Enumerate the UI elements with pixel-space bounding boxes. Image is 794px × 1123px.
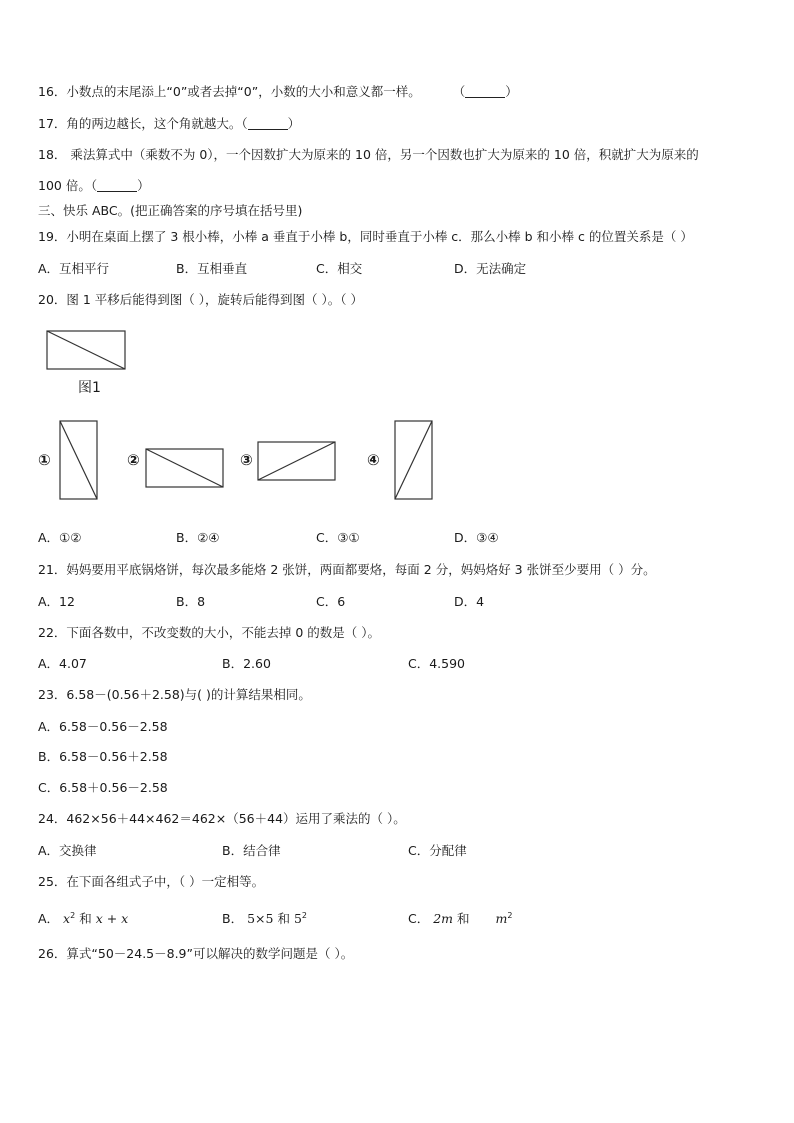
question-16-text: 16．小数点的末尾添上“0”或者去掉“0”，小数的大小和意义都一样。 xyxy=(38,84,421,99)
exponent: 2 xyxy=(507,911,513,920)
option-a[interactable]: A．①② xyxy=(38,530,82,545)
option-b[interactable]: B．2.60 xyxy=(222,656,271,671)
expr-x-plus-x: x + x xyxy=(95,911,129,927)
option-b[interactable]: B．6.58－0.56＋2.58 xyxy=(38,749,168,764)
option-a[interactable]: A．互相平行 xyxy=(38,261,110,276)
question-23-text: 23．6.58－(0.56＋2.58)与( )的计算结果相同。 xyxy=(38,687,311,702)
question-20-text: 20．图 1 平移后能得到图（ ），旋转后能得到图（ ）。（ ） xyxy=(38,292,363,307)
question-25-text: 25．在下面各组式子中，（ ）一定相等。 xyxy=(38,874,265,889)
figure-label-1: ① xyxy=(38,451,51,469)
question-24-text: 24．462×56＋44×462＝462×（56＋44）运用了乘法的（ ）。 xyxy=(38,811,406,826)
option-b[interactable]: B．结合律 xyxy=(222,843,281,858)
figure-1-caption: 图1 xyxy=(78,380,101,396)
option-c[interactable]: C．相交 xyxy=(316,261,363,276)
option-a[interactable]: A．4.07 xyxy=(38,656,87,671)
figure-option-1 xyxy=(59,420,99,500)
question-21-text: 21．妈妈要用平底锅烙饼，每次最多能烙 2 张饼，两面都要烙，每面 2 分，妈妈烙好 3 张饼至少要用（ ）分。 xyxy=(38,562,656,577)
answer-bracket-close: ） xyxy=(137,178,150,193)
option-d[interactable]: D．③④ xyxy=(454,530,499,545)
exponent: 2 xyxy=(301,911,307,920)
question-26-text: 26．算式“50－24.5－8.9”可以解决的数学问题是（ ）。 xyxy=(38,946,354,961)
figure-option-4 xyxy=(394,420,434,500)
question-17-text: 17．角的两边越长，这个角就越大。（ xyxy=(38,116,248,131)
option-c[interactable]: C．分配律 xyxy=(408,843,467,858)
expr-m: m xyxy=(495,911,508,927)
figure-label-4: ④ xyxy=(367,451,380,469)
and-word: 和 xyxy=(79,911,92,927)
option-c[interactable]: C．6.58＋0.56－2.58 xyxy=(38,780,168,795)
option-d[interactable]: D．4 xyxy=(454,594,485,609)
answer-blank[interactable] xyxy=(465,85,505,98)
question-19-text: 19．小明在桌面上摆了 3 根小棒，小棒 a 垂直于小棒 b，同时垂直于小棒 c．那么小棒 b 和小棒 c 的位置关系是（ ） xyxy=(38,229,693,244)
option-a[interactable]: A．12 xyxy=(38,594,75,609)
option-a[interactable]: A．6.58－0.56－2.58 xyxy=(38,719,168,734)
expr-5: 5 xyxy=(293,911,302,927)
option-c[interactable]: C．③① xyxy=(316,530,360,545)
option-d[interactable]: D．无法确定 xyxy=(454,261,527,276)
option-b[interactable]: B．互相垂直 xyxy=(176,261,248,276)
option-a[interactable] xyxy=(38,908,128,927)
option-b[interactable]: B．8 xyxy=(176,594,206,609)
option-a[interactable]: A．交换律 xyxy=(38,843,97,858)
section-title: 三、快乐 ABC。(把正确答案的序号填在括号里) xyxy=(38,203,303,218)
figure-label-3: ③ xyxy=(240,451,253,469)
question-22-text: 22．下面各数中，不改变数的大小，不能去掉 0 的数是（ ）。 xyxy=(38,625,381,640)
expr-5x5: 5×5 xyxy=(247,911,274,927)
option-c-label: C． xyxy=(408,911,430,927)
question-16 xyxy=(38,84,518,100)
and-word: 和 xyxy=(457,911,470,927)
expr-x: x xyxy=(63,911,71,927)
answer-blank[interactable] xyxy=(97,179,137,192)
figure-option-3 xyxy=(257,441,337,482)
and-word: 和 xyxy=(277,911,290,927)
question-18-text: 100 倍。（ xyxy=(38,178,98,193)
expr-2m: 2m xyxy=(433,911,454,927)
option-c[interactable]: C．6 xyxy=(316,594,346,609)
option-b[interactable] xyxy=(222,908,307,927)
figure-1-rectangle xyxy=(46,330,128,372)
question-17 xyxy=(38,116,300,132)
option-b-label: B． xyxy=(222,911,244,927)
option-a-label: A． xyxy=(38,911,60,927)
option-c[interactable] xyxy=(408,908,512,927)
option-c[interactable]: C．4.590 xyxy=(408,656,466,671)
answer-bracket-close: ） xyxy=(505,84,518,99)
figure-label-2: ② xyxy=(127,451,140,469)
question-18-line-2 xyxy=(38,178,150,194)
question-18-line-1: 18． 乘法算式中（乘数不为 0），一个因数扩大为原来的 10 倍，另一个因数也扩大为原来的 10 倍，积就扩大为原来的 xyxy=(38,147,699,162)
option-b[interactable]: B．②④ xyxy=(176,530,220,545)
answer-bracket-close: ） xyxy=(287,116,301,131)
exponent: 2 xyxy=(70,911,76,920)
answer-bracket-open: （ xyxy=(452,84,466,99)
answer-blank[interactable] xyxy=(248,117,288,130)
figure-option-2 xyxy=(145,448,225,489)
